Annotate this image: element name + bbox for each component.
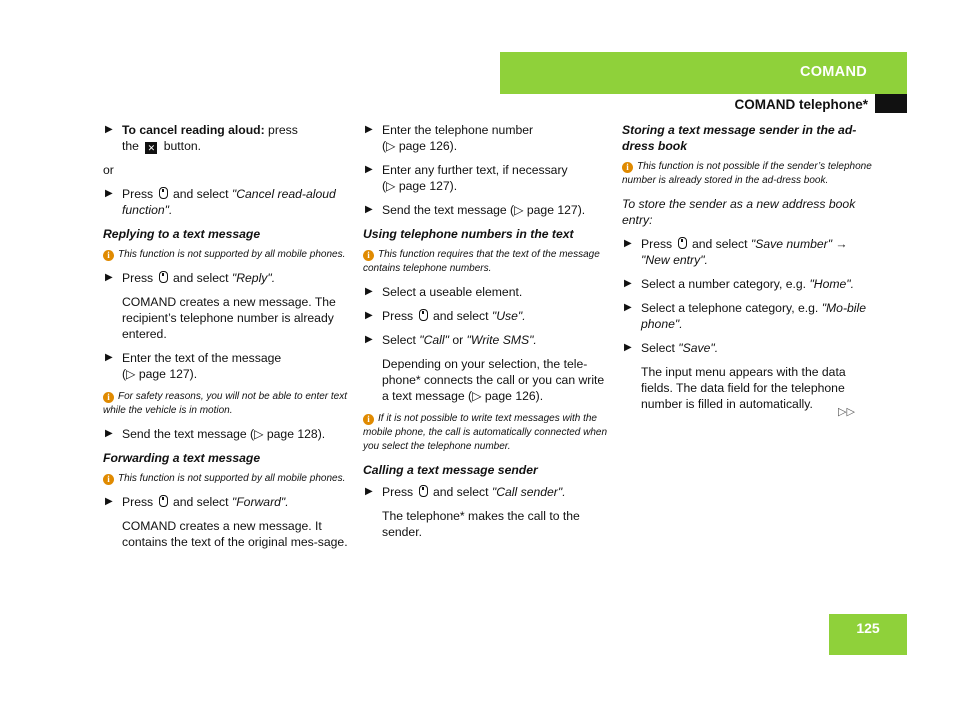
result-text: The telephone* makes the call to the sender. — [382, 509, 580, 539]
text: Press — [122, 495, 154, 509]
header-black-tab — [875, 94, 907, 113]
bullet-arrow-icon: ▶ — [624, 238, 632, 249]
bullet-enter-number — [363, 122, 613, 154]
menu-option: "Home". — [809, 277, 855, 291]
bullet-arrow-icon: ▶ — [105, 188, 113, 199]
heading-using-numbers: Using telephone numbers in the text — [363, 227, 574, 241]
bullet-send — [363, 202, 613, 218]
bullet-arrow-icon: ▶ — [365, 204, 373, 215]
bullet-save-number — [622, 236, 877, 268]
heading-forwarding: Forwarding a text message — [103, 451, 261, 465]
menu-option: "Call sender". — [491, 485, 566, 499]
text: Press — [382, 485, 414, 499]
text: Select — [641, 341, 675, 355]
bold-label: To cancel reading aloud: — [122, 123, 265, 137]
info-icon: i — [103, 392, 114, 403]
menu-option: "Save number" → "New entry". — [641, 237, 848, 267]
controller-icon — [159, 271, 168, 283]
bullet-number-category — [622, 276, 877, 292]
info-note — [103, 248, 353, 262]
info-note — [103, 472, 353, 486]
bullet-arrow-icon: ▶ — [365, 164, 373, 175]
text: the — [122, 139, 139, 153]
bullet-cancel — [103, 122, 353, 154]
menu-option: "Use". — [491, 309, 526, 323]
bullet-forward — [103, 494, 353, 510]
text: button. — [163, 139, 202, 153]
controller-icon — [419, 309, 428, 321]
text: and select — [172, 495, 229, 509]
page-number: 125 — [856, 620, 880, 636]
bullet-enter-text — [103, 350, 353, 382]
text: and select — [172, 187, 229, 201]
note-text: This function is not supported by all mobile phones. — [118, 473, 346, 484]
bullet-use — [363, 308, 613, 324]
text: Select — [382, 333, 416, 347]
note-text: This function requires that the text of the message contains telephone numbers. — [363, 249, 600, 274]
bullet-call-or-sms — [363, 332, 613, 348]
bullet-arrow-icon: ▶ — [105, 272, 113, 283]
text: Press — [122, 271, 154, 285]
text: Select a number category, e.g. — [641, 277, 807, 291]
text: or — [452, 333, 464, 347]
menu-option: "Reply". — [231, 271, 276, 285]
text: Select a telephone category, e.g. — [641, 301, 819, 315]
result-text: COMAND creates a new message. The recipient’s telephone number is already entered. — [122, 295, 336, 341]
page-ref: (▷ page 127). — [382, 179, 458, 193]
heading-replying: Replying to a text message — [103, 227, 261, 241]
subsection-title: COMAND telephone* — [734, 97, 868, 112]
or-text: or — [103, 163, 114, 177]
bullet-arrow-icon: ▶ — [105, 352, 113, 363]
bullet-arrow-icon: ▶ — [365, 334, 373, 345]
text: and select — [432, 485, 489, 499]
menu-option: "Forward". — [231, 495, 289, 509]
text: Enter the telephone number — [382, 123, 534, 137]
info-icon: i — [363, 414, 374, 425]
note-text: For safety reasons, you will not be able to enter text while the vehicle is in motion. — [103, 391, 348, 416]
info-note — [622, 160, 877, 188]
text: Press — [382, 309, 414, 323]
text: Press — [641, 237, 673, 251]
bullet-telephone-category — [622, 300, 877, 332]
text: and select — [691, 237, 748, 251]
info-icon: i — [103, 474, 114, 485]
result-text: The input menu appears with the data fields. The data field for the telephone number is filled in automatically. — [641, 365, 846, 411]
info-note — [103, 390, 353, 418]
bullet-arrow-icon: ▶ — [105, 124, 113, 135]
section-title: COMAND — [799, 64, 867, 80]
info-note — [363, 412, 613, 454]
bullet-send — [103, 426, 353, 442]
column-3 — [622, 122, 877, 420]
result-text: Depending on your selection, the tele-phone* connects the call or you can write a text message (▷ page 126). — [382, 357, 605, 403]
text: Enter the text of the message — [122, 351, 282, 365]
intro-text: To store the sender as a new address book entry: — [622, 197, 856, 227]
result-text: COMAND creates a new message. It contains the text of the original mes-sage. — [122, 519, 348, 549]
page-ref: (▷ page 126). — [382, 139, 458, 153]
bullet-arrow-icon: ▶ — [105, 496, 113, 507]
bullet-arrow-icon: ▶ — [624, 278, 632, 289]
menu-option: "Save". — [678, 341, 719, 355]
bullet-arrow-icon: ▶ — [105, 428, 113, 439]
info-icon: i — [622, 162, 633, 173]
heading-calling-sender: Calling a text message sender — [363, 463, 538, 477]
bullet-arrow-icon: ▶ — [365, 286, 373, 297]
bullet-arrow-icon: ▶ — [365, 310, 373, 321]
menu-option: "Call" — [419, 333, 449, 347]
text: and select — [432, 309, 489, 323]
heading-storing-sender: Storing a text message sender in the ad-dress book — [622, 123, 857, 153]
menu-option: "Mo-bile phone". — [641, 301, 866, 331]
bullet-save — [622, 340, 877, 356]
bullet-press-cancel — [103, 186, 353, 218]
text: Press — [122, 187, 154, 201]
column-1 — [103, 122, 353, 558]
bullet-arrow-icon: ▶ — [624, 342, 632, 353]
mute-button-icon: ✕ — [145, 142, 157, 154]
bullet-reply — [103, 270, 353, 286]
bullet-arrow-icon: ▶ — [624, 302, 632, 313]
bullet-select-element — [363, 284, 613, 300]
controller-icon — [159, 495, 168, 507]
info-icon: i — [103, 250, 114, 261]
bullet-enter-further — [363, 162, 613, 194]
page-ref: (▷ page 127). — [122, 367, 198, 381]
menu-option: "Write SMS". — [466, 333, 537, 347]
continued-marker: ▷▷ — [838, 406, 855, 418]
text: and select — [172, 271, 229, 285]
bullet-call-sender — [363, 484, 613, 500]
note-text: This function is not possible if the sender’s telephone number is already stored in the ad-dress book. — [622, 161, 872, 186]
info-icon: i — [363, 250, 374, 261]
text: Select a useable element. — [382, 285, 523, 299]
bullet-arrow-icon: ▶ — [365, 486, 373, 497]
controller-icon — [419, 485, 428, 497]
bullet-arrow-icon: ▶ — [365, 124, 373, 135]
note-text: This function is not supported by all mobile phones. — [118, 249, 346, 260]
controller-icon — [678, 237, 687, 249]
text: Send the text message (▷ page 128). — [122, 427, 326, 441]
text: Enter any further text, if necessary — [382, 163, 568, 177]
menu-option: "Cancel read-aloud function". — [122, 187, 336, 217]
text: press — [264, 123, 298, 137]
info-note — [363, 248, 613, 276]
column-2 — [363, 122, 613, 548]
text: Send the text message (▷ page 127). — [382, 203, 586, 217]
controller-icon — [159, 187, 168, 199]
note-text: If it is not possible to write text messages with the mobile phone, the call is automatically connected when you select the telephone number. — [363, 413, 608, 452]
